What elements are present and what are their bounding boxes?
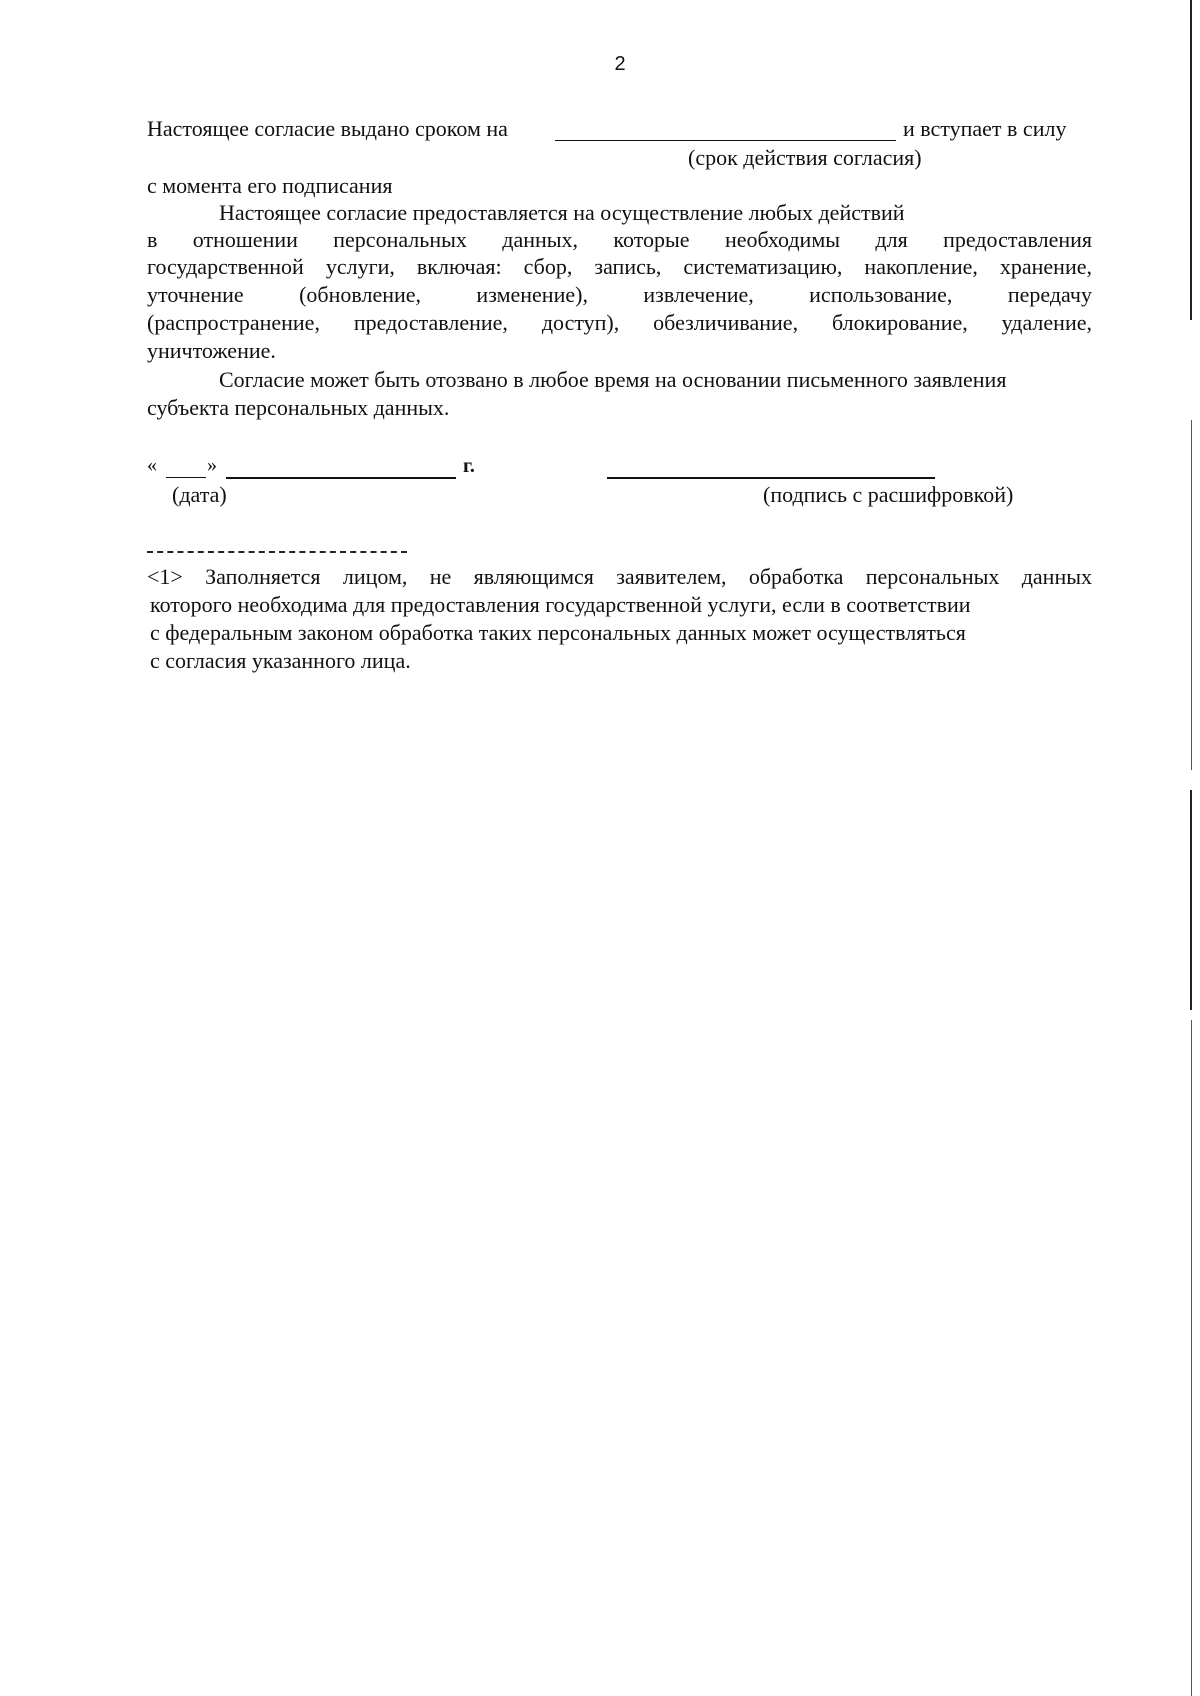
footnote-line-1: <1> Заполняется лицом, не являющимся заявителем, обработка персональных данных [147,564,1092,589]
date-month-year-blank[interactable] [226,477,456,479]
scope-line-1: Настоящее согласие предоставляется на осуществление любых действий [219,200,905,225]
date-quote-close: » [207,454,217,476]
term-blank-line[interactable] [555,140,896,141]
date-day-blank[interactable] [166,477,206,478]
date-caption: (дата) [172,482,227,507]
page-number: 2 [614,53,626,75]
footnote-line-3: с федеральным законом обработка таких персональных данных может осуществляться [150,620,966,645]
revocation-line-1: Согласие может быть отозвано в любое время на основании письменного заявления [219,367,1007,392]
footnote-line-4: с согласия указанного лица. [150,648,411,673]
term-continuation: с момента его подписания [147,173,393,198]
scope-line-6: уничтожение. [147,338,276,363]
date-quote-open: « [147,454,157,476]
date-year-suffix: г. [463,455,475,477]
scope-line-2: в отношении персональных данных, которые необходимы для предоставления [147,227,1092,252]
footnote-separator [147,551,407,553]
scope-line-3: государственной услуги, включая: сбор, запись, систематизацию, накопление, хранение, [147,254,1092,279]
scope-line-4: уточнение (обновление, изменение), извлечение, использование, передачу [147,282,1092,307]
signature-caption: (подпись с расшифровкой) [763,482,1014,507]
term-blank-caption: (срок действия согласия) [688,145,922,170]
footnote-line-2: которого необходима для предоставления государственной услуги, если в соответствии [150,592,971,617]
term-prefix: Настоящее согласие выдано сроком на [147,116,508,141]
revocation-line-2: субъекта персональных данных. [147,395,450,420]
signature-blank[interactable] [607,477,935,479]
scope-line-5: (распространение, предоставление, доступ), обезличивание, блокирование, удаление, [147,310,1092,335]
term-suffix: и вступает в силу [903,116,1067,141]
